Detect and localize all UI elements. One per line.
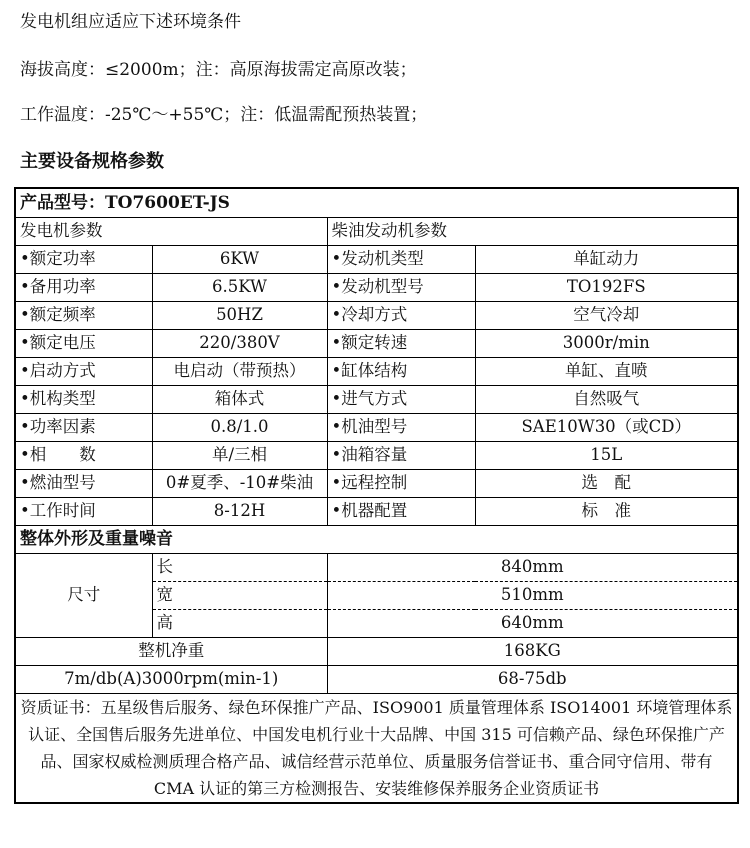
eng-value: TO192FS xyxy=(475,274,738,302)
gen-label: •额定功率 xyxy=(15,246,152,274)
eng-value: 3000r/min xyxy=(475,330,738,358)
size-label: 尺寸 xyxy=(15,554,152,638)
gen-label: •启动方式 xyxy=(15,358,152,386)
gen-value: 0#夏季、-10#柴油 xyxy=(152,470,327,498)
table-row xyxy=(15,358,738,386)
table-row xyxy=(15,442,738,470)
eng-value: 自然吸气 xyxy=(475,386,738,414)
eng-value: 15L xyxy=(475,442,738,470)
model-row xyxy=(15,188,738,218)
product-model: 产品型号：TO7600ET-JS xyxy=(15,188,738,218)
gen-value: 箱体式 xyxy=(152,386,327,414)
engine-params-header: 柴油发动机参数 xyxy=(327,218,738,246)
eng-value: SAE10W30（或CD） xyxy=(475,414,738,442)
gen-value: 6KW xyxy=(152,246,327,274)
net-weight-label: 整机净重 xyxy=(15,638,327,666)
net-weight-value: 168KG xyxy=(327,638,738,666)
gen-label: •相 数 xyxy=(15,442,152,470)
eng-label: •发动机类型 xyxy=(327,246,475,274)
certificates-text: 资质证书：五星级售后服务、绿色环保推广产品、ISO9001 质量管理体系 ISO14001 环境管理体系认证、全国售后服务先进单位、中国发电机行业十大品牌、中国 315 可信赖产品、绿色环保推广产品、国家权威检测质理合格产品、诚信经营示范单位、质量服务信誉证书、重合同守信用、带有 CMA 认证的第三方检测报告、安装维修保养服务企业资质证书 xyxy=(15,694,738,804)
gen-value: 220/380V xyxy=(152,330,327,358)
gen-value: 0.8/1.0 xyxy=(152,414,327,442)
noise-value: 68-75db xyxy=(327,666,738,694)
dims-weight-noise-header: 整体外形及重量噪音 xyxy=(15,526,738,554)
table-row xyxy=(15,498,738,526)
eng-label: •远程控制 xyxy=(327,470,475,498)
dimension-row xyxy=(15,554,738,582)
dimension-value: 510mm xyxy=(327,582,738,610)
dimension-value: 640mm xyxy=(327,610,738,638)
gen-label: •备用功率 xyxy=(15,274,152,302)
eng-value: 单缸、直喷 xyxy=(475,358,738,386)
eng-label: •冷却方式 xyxy=(327,302,475,330)
altitude-condition: 海拔高度：≤2000m；注：高原海拔需定高原改装； xyxy=(20,60,417,80)
table-row xyxy=(15,386,738,414)
table-row xyxy=(15,302,738,330)
dims-header-row xyxy=(15,526,738,554)
table-row xyxy=(15,414,738,442)
dimension-label: 高 xyxy=(152,610,327,638)
table-row xyxy=(15,246,738,274)
dimension-label: 长 xyxy=(152,554,327,582)
eng-label: •进气方式 xyxy=(327,386,475,414)
eng-value: 选 配 xyxy=(475,470,738,498)
eng-value: 空气冷却 xyxy=(475,302,738,330)
generator-params-header: 发电机参数 xyxy=(15,218,327,246)
environment-title: 发电机组应适应下述环境条件 xyxy=(20,12,241,32)
certificates-row xyxy=(15,694,738,804)
noise-label: 7m/db(A)3000rpm(min-1) xyxy=(15,666,327,694)
eng-label: •额定转速 xyxy=(327,330,475,358)
dimension-value: 840mm xyxy=(327,554,738,582)
eng-label: •机油型号 xyxy=(327,414,475,442)
noise-row xyxy=(15,666,738,694)
gen-value: 单/三相 xyxy=(152,442,327,470)
table-row xyxy=(15,470,738,498)
spec-table xyxy=(14,187,739,804)
weight-row xyxy=(15,638,738,666)
eng-label: •机器配置 xyxy=(327,498,475,526)
eng-value: 单缸动力 xyxy=(475,246,738,274)
gen-label: •机构类型 xyxy=(15,386,152,414)
gen-value: 电启动（带预热） xyxy=(152,358,327,386)
eng-label: •油箱容量 xyxy=(327,442,475,470)
section-header-row xyxy=(15,218,738,246)
table-row xyxy=(15,274,738,302)
gen-label: •额定电压 xyxy=(15,330,152,358)
eng-value: 标 准 xyxy=(475,498,738,526)
gen-label: •额定频率 xyxy=(15,302,152,330)
eng-label: •发动机型号 xyxy=(327,274,475,302)
gen-value: 6.5KW xyxy=(152,274,327,302)
eng-label: •缸体结构 xyxy=(327,358,475,386)
table-row xyxy=(15,330,738,358)
gen-value: 8-12H xyxy=(152,498,327,526)
dimension-label: 宽 xyxy=(152,582,327,610)
gen-value: 50HZ xyxy=(152,302,327,330)
gen-label: •功率因素 xyxy=(15,414,152,442)
temperature-condition: 工作温度：-25℃～+55℃；注：低温需配预热装置； xyxy=(20,105,428,125)
spec-heading: 主要设备规格参数 xyxy=(20,151,164,172)
gen-label: •工作时间 xyxy=(15,498,152,526)
gen-label: •燃油型号 xyxy=(15,470,152,498)
